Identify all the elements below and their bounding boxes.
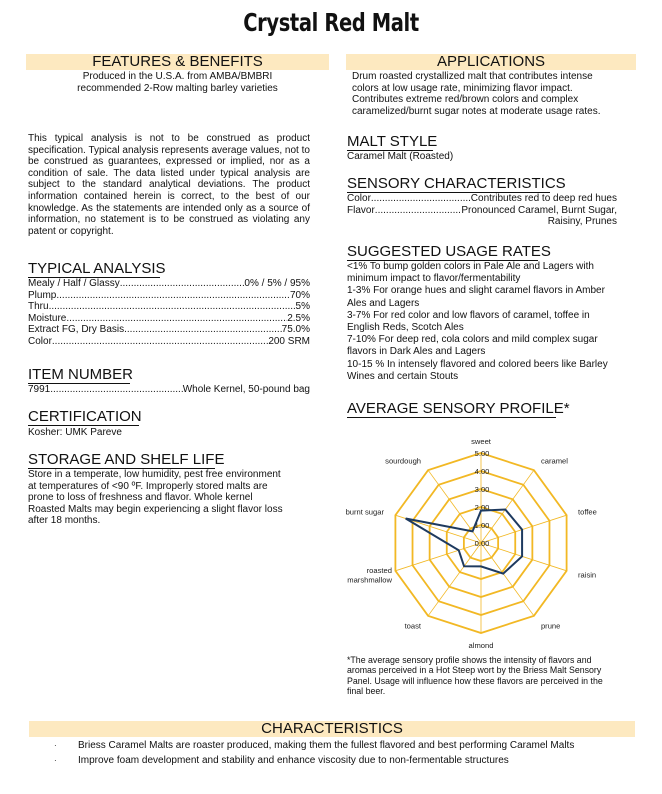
applications-line: Drum roasted crystallized malt that contributes intense bbox=[352, 71, 593, 82]
radar-axis-label: prune bbox=[540, 621, 561, 631]
profile-note bbox=[347, 655, 637, 697]
radar-axis-label: toast bbox=[404, 621, 422, 631]
disclaimer-text: This typical analysis is not to be construed as product specification. Typical analysis represents average values, not to be construed as guarantees, expressed or implied, nor as a condition of sale. The data listed under typical analysis are subject to the standard analytical deviations. The product information contained herein is correct, to the best of our knowledge. As the statements are intended only as a source of information, no statement is to be construed as violating any patent or copyright. bbox=[28, 133, 310, 237]
applications-heading: APPLICATIONS bbox=[346, 54, 636, 70]
item-number-row: 7991 ..... Whole Kernel, 50-pound bag bbox=[28, 384, 310, 396]
storage-line: after 18 months. bbox=[28, 515, 101, 527]
features-line: recommended 2-Row malting barley varieties bbox=[77, 82, 278, 94]
analysis-row: Extract FG, Dry Basis ..... 75.0% bbox=[28, 324, 310, 336]
radar-tick-label: 2.00 bbox=[474, 503, 490, 512]
analysis-row: Thru ..... 5% bbox=[28, 301, 310, 313]
storage-text bbox=[28, 469, 318, 527]
usage-line: Ales and Lagers bbox=[347, 297, 420, 309]
storage-line: prone to loss of freshness and flavor. Whole kernel bbox=[28, 492, 253, 504]
radar-axis-label: sourdough bbox=[385, 456, 422, 466]
page-title: Crystal Red Malt bbox=[243, 8, 419, 37]
bullet-icon: · bbox=[54, 741, 57, 750]
malt-style-heading: MALT STYLE bbox=[347, 133, 438, 150]
usage-line: 10-15 % In intensely flavored and colored beers like Barley bbox=[347, 358, 608, 370]
radar-tick-label: 1.00 bbox=[474, 521, 490, 530]
radar-axis-label: burnt sugar bbox=[345, 507, 384, 517]
sensory-table bbox=[347, 193, 617, 228]
radar-spoke bbox=[481, 515, 567, 543]
radar-spoke bbox=[481, 543, 567, 571]
usage-line: <1% To bump golden colors in Pale Ale and Lagers with bbox=[347, 261, 594, 272]
typical-analysis-heading: TYPICAL ANALYSIS bbox=[28, 260, 166, 277]
profile-note-line: *The average sensory profile shows the intensity of flavors and bbox=[347, 655, 592, 665]
characteristics-item: · Briess Caramel Malts are roaster produced, making them the fullest flavored and best performing Caramel Malts bbox=[54, 740, 575, 751]
usage-heading: SUGGESTED USAGE RATES bbox=[347, 243, 551, 260]
features-text bbox=[26, 71, 329, 94]
radar-axis-label: caramel bbox=[540, 456, 568, 466]
usage-text bbox=[347, 261, 637, 383]
usage-line: flavors in Dark Ales and Lagers bbox=[347, 346, 486, 358]
radar-spoke bbox=[481, 543, 534, 616]
certification-heading: CERTIFICATION bbox=[28, 408, 142, 425]
profile-note-line: aromas perceived in a Hot Steep wort by the Briess Malt Sensory bbox=[347, 665, 602, 676]
bullet-icon: · bbox=[54, 756, 57, 765]
profile-note-line: Panel. Usage will influence how these flavors are perceived in the bbox=[347, 675, 603, 686]
analysis-row: Color ..... 200 SRM bbox=[28, 336, 310, 348]
radar-axis-label: roasted marshmallow bbox=[347, 566, 392, 585]
usage-line: minimum impact to flavor/fermentability bbox=[347, 273, 521, 285]
radar-axis-label: raisin bbox=[578, 570, 597, 580]
radar-tick-label: 3.00 bbox=[474, 485, 490, 494]
characteristics-heading: CHARACTERISTICS bbox=[29, 721, 635, 737]
characteristics-item: · Improve foam development and stability and enhance viscosity due to non-fermentable structures bbox=[54, 755, 509, 766]
sensory-radar-chart bbox=[340, 430, 640, 655]
usage-line: English Reds, Scotch Ales bbox=[347, 322, 464, 334]
storage-line: Store in a temperate, low humidity, pest free environment bbox=[28, 469, 281, 480]
sensory-flavor-continued: Raisiny, Prunes bbox=[547, 216, 617, 228]
sensory-heading: SENSORY CHARACTERISTICS bbox=[347, 175, 566, 192]
radar-spoke bbox=[428, 543, 481, 616]
analysis-row: Mealy / Half / Glassy ..... 0% / 5% / 95% bbox=[28, 278, 310, 290]
applications-line: caramelized/burnt sugar notes at moderate usage rates. bbox=[352, 105, 601, 117]
analysis-row: Moisture ..... 2.5% bbox=[28, 313, 310, 325]
radar-tick-label: 0.00 bbox=[474, 539, 490, 548]
usage-line: 3-7% For red color and low flavors of caramel, toffee in bbox=[347, 309, 590, 321]
features-line: Produced in the U.S.A. from AMBA/BMBRI bbox=[82, 71, 273, 82]
profile-heading: AVERAGE SENSORY PROFILE* bbox=[347, 400, 570, 417]
analysis-row: Plump ..... 70% bbox=[28, 290, 310, 302]
sensory-row-color: Color ..... Contributes red to deep red hues bbox=[347, 193, 617, 205]
features-heading: FEATURES & BENEFITS bbox=[26, 54, 329, 70]
storage-line: Roasted Malts may begin experiencing a slight flavor loss bbox=[28, 503, 283, 515]
applications-line: Contributes extreme red/brown colors and complex bbox=[352, 94, 579, 106]
usage-line: Wines and certain Stouts bbox=[347, 370, 459, 382]
applications-line: colors at low usage rate, minimizing flavor impact. bbox=[352, 82, 573, 94]
radar-axis-label: toffee bbox=[578, 507, 597, 517]
radar-tick-label: 4.00 bbox=[474, 467, 490, 476]
storage-heading: STORAGE AND SHELF LIFE bbox=[28, 451, 225, 468]
usage-line: 1-3% For orange hues and slight caramel flavors in Amber bbox=[347, 285, 605, 297]
radar-axis-label: almond bbox=[468, 641, 494, 650]
typical-analysis-table bbox=[28, 278, 310, 348]
radar-axis-label: sweet bbox=[471, 437, 491, 446]
malt-style-text: Caramel Malt (Roasted) bbox=[347, 151, 454, 162]
applications-text bbox=[352, 71, 636, 117]
radar-tick-label: 5.00 bbox=[474, 449, 490, 458]
item-number-heading: ITEM NUMBER bbox=[28, 366, 133, 383]
sensory-row-flavor: Flavor ..... Pronounced Caramel, Burnt Sugar, bbox=[347, 205, 617, 217]
certification-text: Kosher: UMK Pareve bbox=[28, 427, 122, 438]
usage-line: 7-10% For deep red, cola colors and mild complex sugar bbox=[347, 334, 598, 346]
storage-line: at temperatures of <90 ºF. Improperly stored malts are bbox=[28, 480, 268, 492]
profile-note-line: final beer. bbox=[347, 686, 386, 697]
